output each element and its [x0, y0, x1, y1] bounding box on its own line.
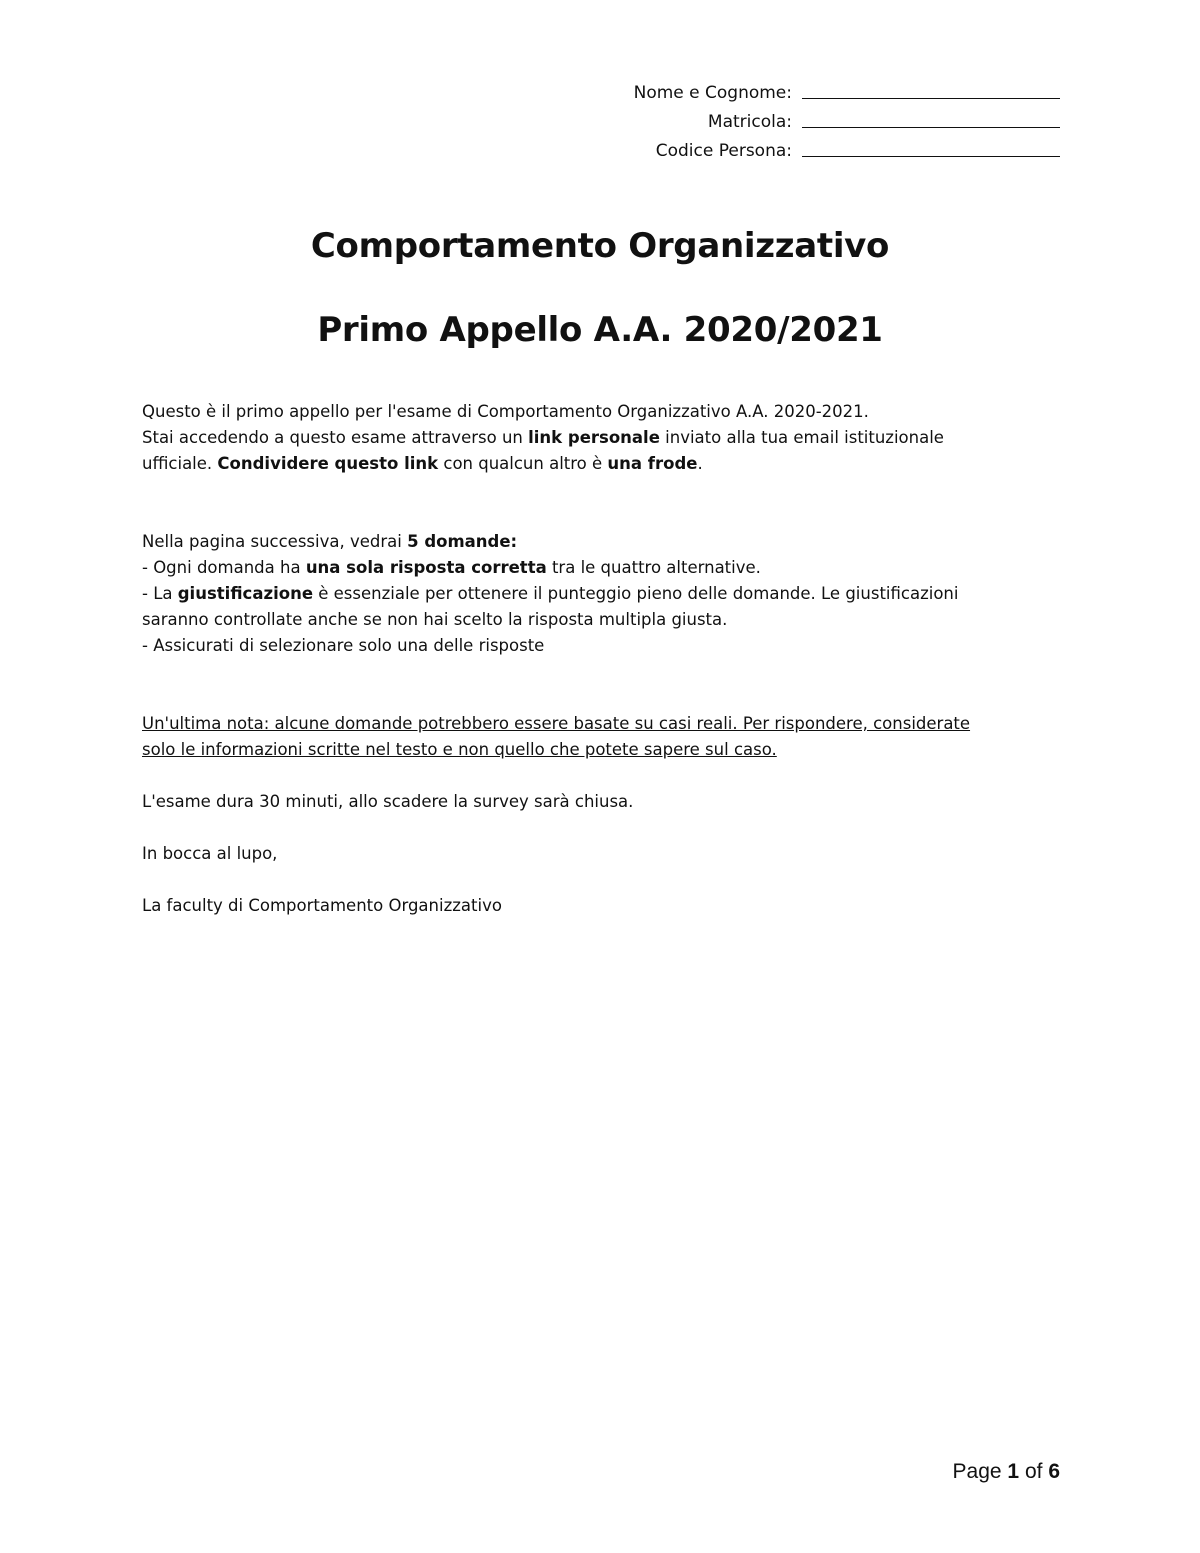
matricola-field-row	[500, 103, 1060, 132]
student-info-fields	[500, 74, 1060, 161]
name-label: Nome e Cognome:	[633, 83, 792, 103]
spacer	[142, 867, 1042, 893]
spacer	[142, 659, 1042, 711]
domande-count-bold: 5 domande:	[407, 532, 518, 551]
body-text	[142, 399, 1042, 919]
matricola-label: Matricola:	[707, 112, 792, 132]
matricola-blank-line	[802, 109, 1060, 128]
instruction-item-3: - Assicurati di selezionare solo una delle risposte	[142, 636, 545, 655]
title-block	[0, 222, 1200, 354]
codice-persona-field-row	[500, 132, 1060, 161]
spacer	[142, 477, 1042, 529]
una-sola-risposta-bold: una sola risposta corretta	[305, 558, 547, 577]
codice-persona-blank-line	[802, 138, 1060, 157]
total-pages: 6	[1048, 1460, 1060, 1483]
duration-text: L'esame dura 30 minuti, allo scadere la survey sarà chiusa.	[142, 792, 634, 811]
instructions-lead: Nella pagina successiva, vedrai 5 domande:	[142, 532, 518, 551]
note-line-1: Un'ultima nota: alcune domande potrebbero essere basate su casi reali. Per rispondere, considerate	[142, 714, 971, 733]
link-personale-bold: link personale	[528, 428, 660, 447]
name-blank-line	[802, 80, 1060, 99]
intro-line-1: Questo è il primo appello per l'esame di Comportamento Organizzativo A.A. 2020-2021.	[142, 402, 869, 421]
instruction-item-2: - La giustificazione è essenziale per ottenere il punteggio pieno delle domande. Le giustificazioni	[142, 584, 959, 603]
instruction-item-2-cont: saranno controllate anche se non hai scelto la risposta multipla giusta.	[142, 610, 728, 629]
greeting-text: In bocca al lupo,	[142, 844, 278, 863]
current-page: 1	[1007, 1460, 1020, 1483]
signature-text: La faculty di Comportamento Organizzativo	[142, 896, 502, 915]
name-field-row	[500, 74, 1060, 103]
frode-bold: una frode	[607, 454, 698, 473]
intro-line-2: Stai accedendo a questo esame attraverso un link personale inviato alla tua email istituzionale	[142, 428, 944, 447]
of-label: of	[1024, 1460, 1043, 1483]
spacer	[142, 815, 1042, 841]
instruction-item-1: - Ogni domanda ha una sola risposta corretta tra le quattro alternative.	[142, 558, 761, 577]
spacer	[142, 763, 1042, 789]
note-line-2: solo le informazioni scritte nel testo e non quello che potete sapere sul caso.	[142, 740, 777, 759]
intro-line-3: ufficiale. Condividere questo link con qualcun altro è una frode.	[142, 454, 703, 473]
giustificazione-bold: giustificazione	[177, 584, 314, 603]
document-title: Comportamento Organizzativo	[310, 226, 890, 266]
page-number	[953, 1460, 1060, 1484]
condividere-bold: Condividere questo link	[217, 454, 439, 473]
codice-persona-label: Codice Persona:	[655, 141, 792, 161]
page-label: Page	[952, 1460, 1002, 1483]
document-subtitle: Primo Appello A.A. 2020/2021	[317, 310, 883, 350]
